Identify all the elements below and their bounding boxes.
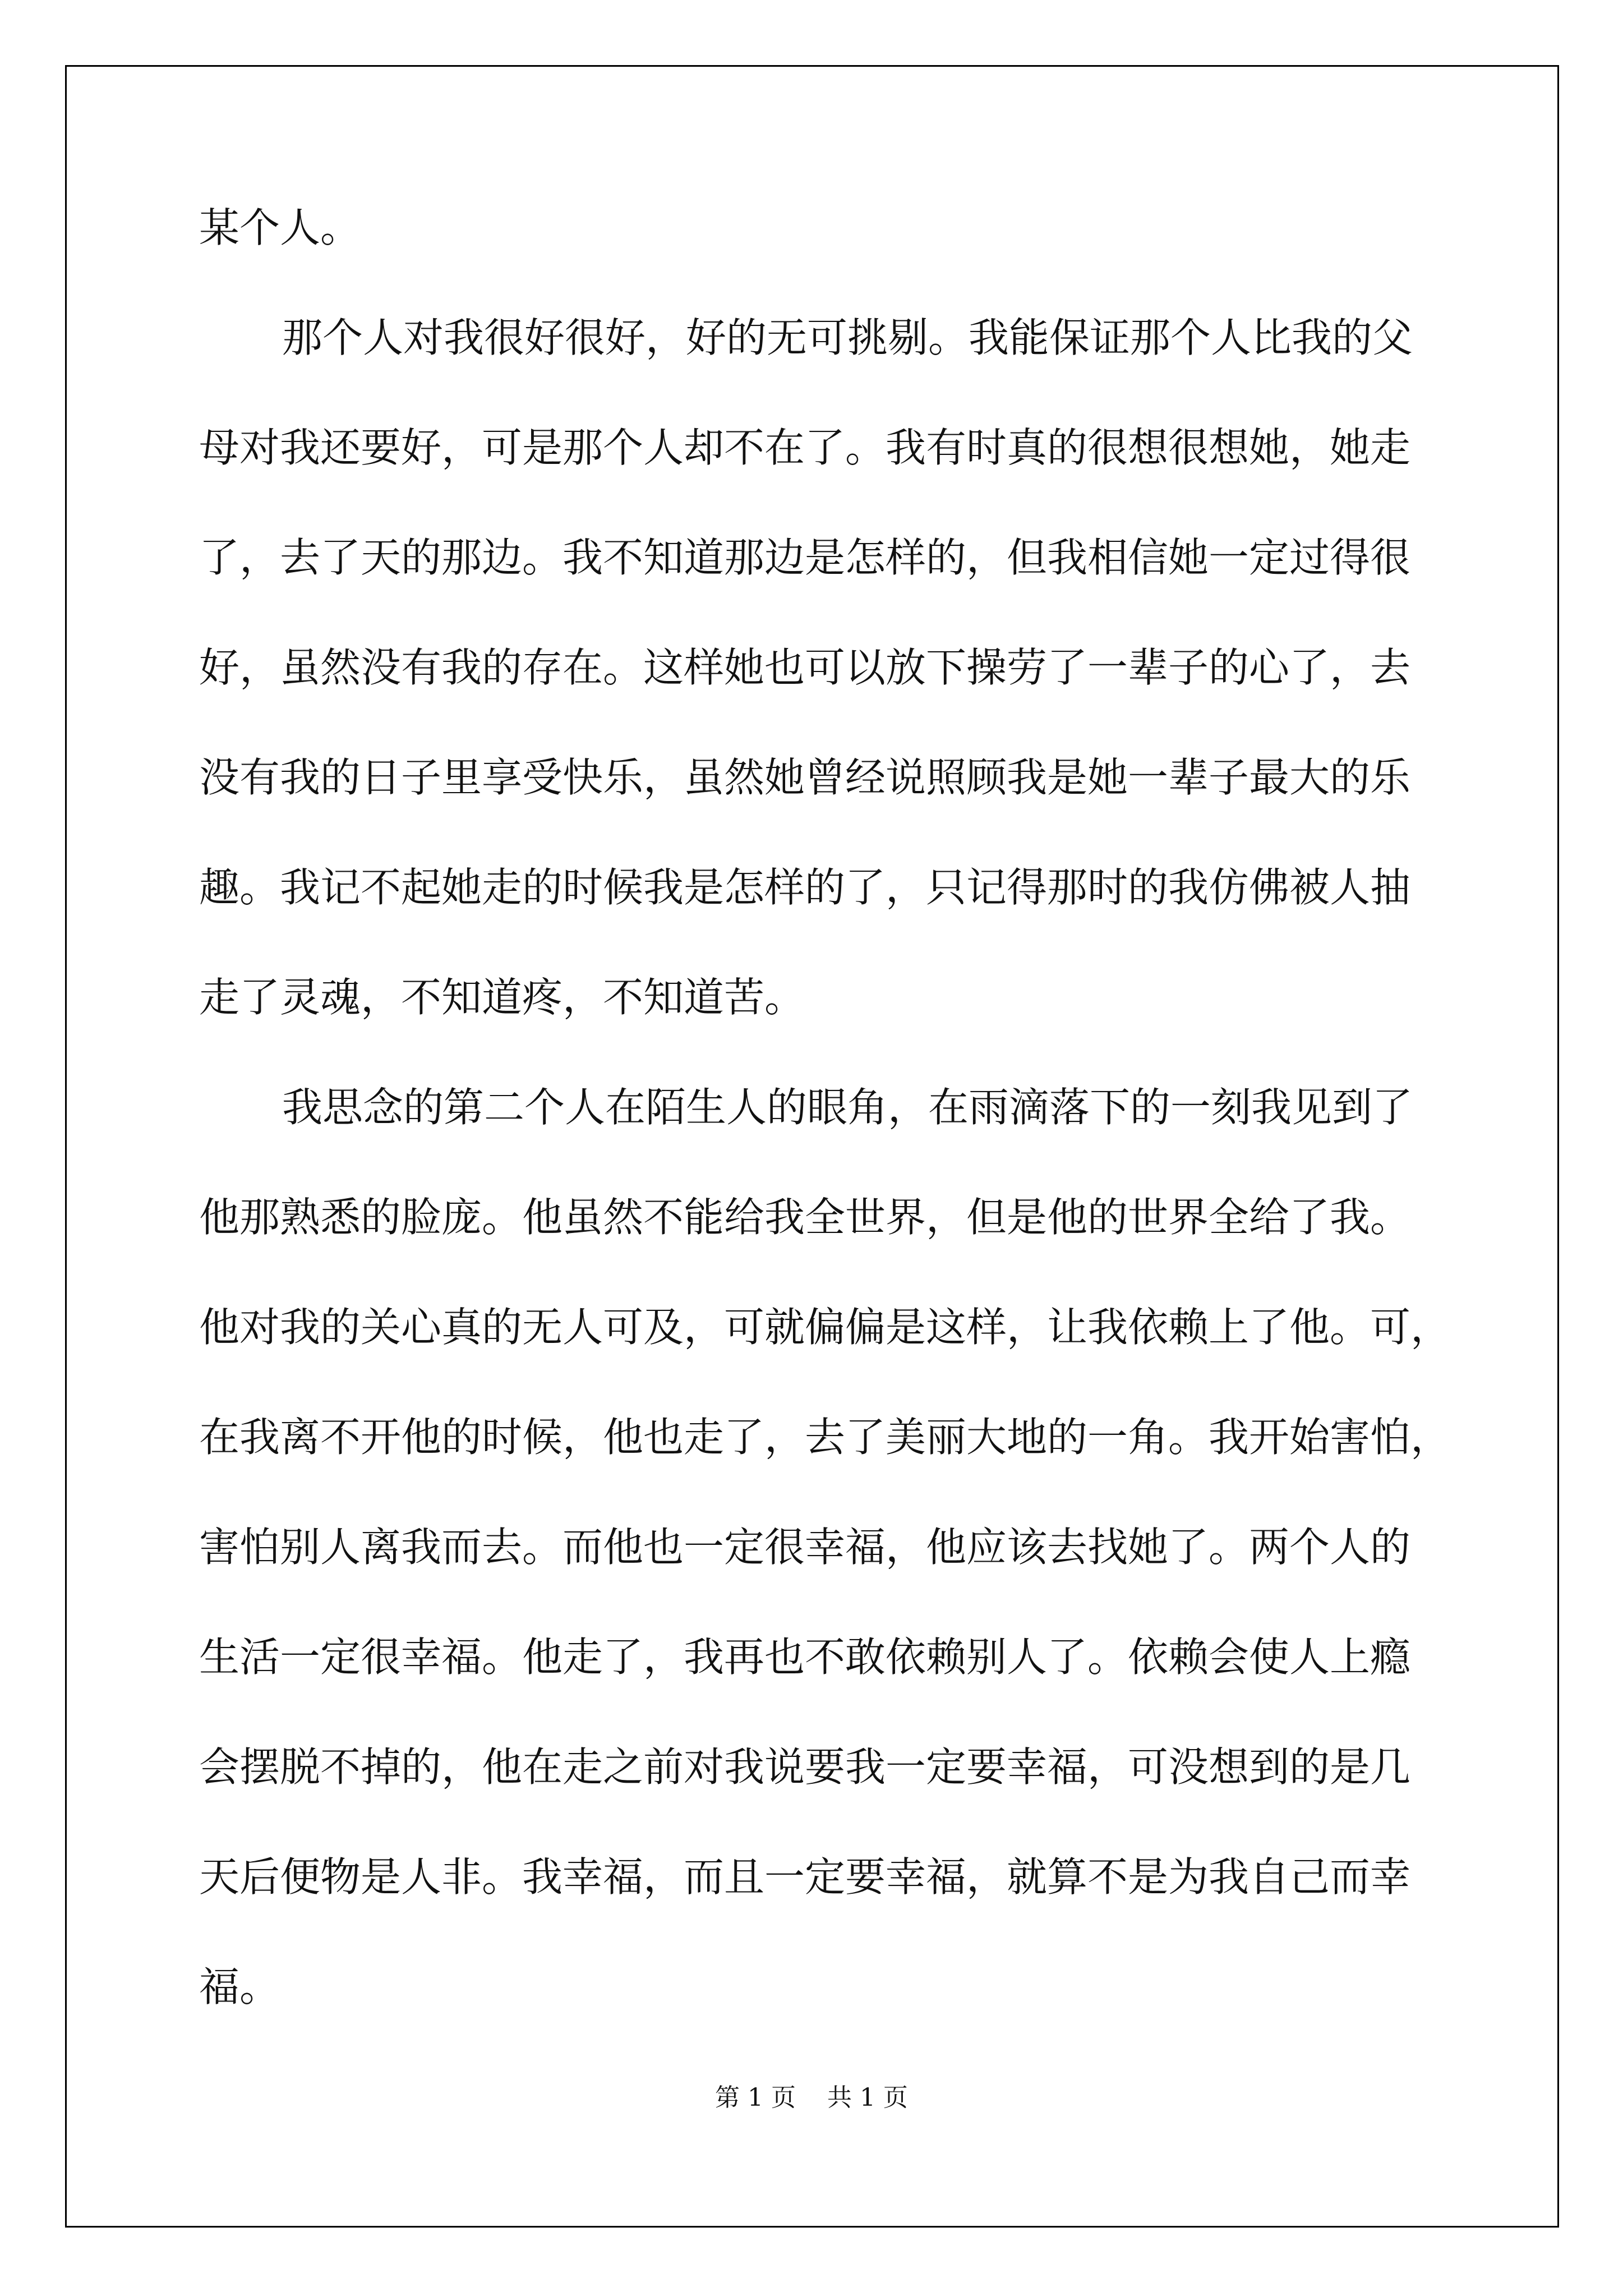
text-line: 生活一定很幸福。他走了，我再也不敢依赖别人了。依赖会使人上瘾 xyxy=(199,1634,1411,1681)
text-line: 某个人。 xyxy=(199,204,361,251)
text-line: 了，去了天的那边。我不知道那边是怎样的，但我相信她一定过得很 xyxy=(199,534,1411,581)
text-line: 趣。我记不起她走的时候我是怎样的了，只记得那时的我仿佛被人抽 xyxy=(199,864,1411,911)
text-line: 没有我的日子里享受快乐，虽然她曾经说照顾我是她一辈子最大的乐 xyxy=(199,754,1411,801)
text-line: 他对我的关心真的无人可及，可就偏偏是这样，让我依赖上了他。可， xyxy=(199,1304,1451,1351)
text-line: 我思念的第二个人在陌生人的眼角，在雨滴落下的一刻我见到了 xyxy=(282,1084,1413,1131)
page-number-footer: 第 1 页 共 1 页 xyxy=(715,2083,908,2112)
text-line: 他那熟悉的脸庞。他虽然不能给我全世界，但是他的世界全给了我。 xyxy=(199,1194,1411,1241)
text-line: 在我离不开他的时候，他也走了，去了美丽大地的一角。我开始害怕， xyxy=(199,1414,1451,1461)
text-line: 福。 xyxy=(199,1963,280,2010)
text-line: 母对我还要好，可是那个人却不在了。我有时真的很想很想她，她走 xyxy=(199,424,1411,471)
text-line: 会摆脱不掉的，他在走之前对我说要我一定要幸福，可没想到的是几 xyxy=(199,1743,1411,1791)
text-line: 天后便物是人非。我幸福，而且一定要幸福，就算不是为我自己而幸 xyxy=(199,1853,1411,1901)
text-line: 走了灵魂，不知道疼，不知道苦。 xyxy=(199,974,805,1021)
text-line: 那个人对我很好很好，好的无可挑剔。我能保证那个人比我的父 xyxy=(282,314,1413,361)
text-line: 好，虽然没有我的存在。这样她也可以放下操劳了一辈子的心了，去 xyxy=(199,644,1411,691)
document-body xyxy=(199,204,1451,2077)
text-line: 害怕别人离我而去。而他也一定很幸福，他应该去找她了。两个人的 xyxy=(199,1524,1411,1571)
